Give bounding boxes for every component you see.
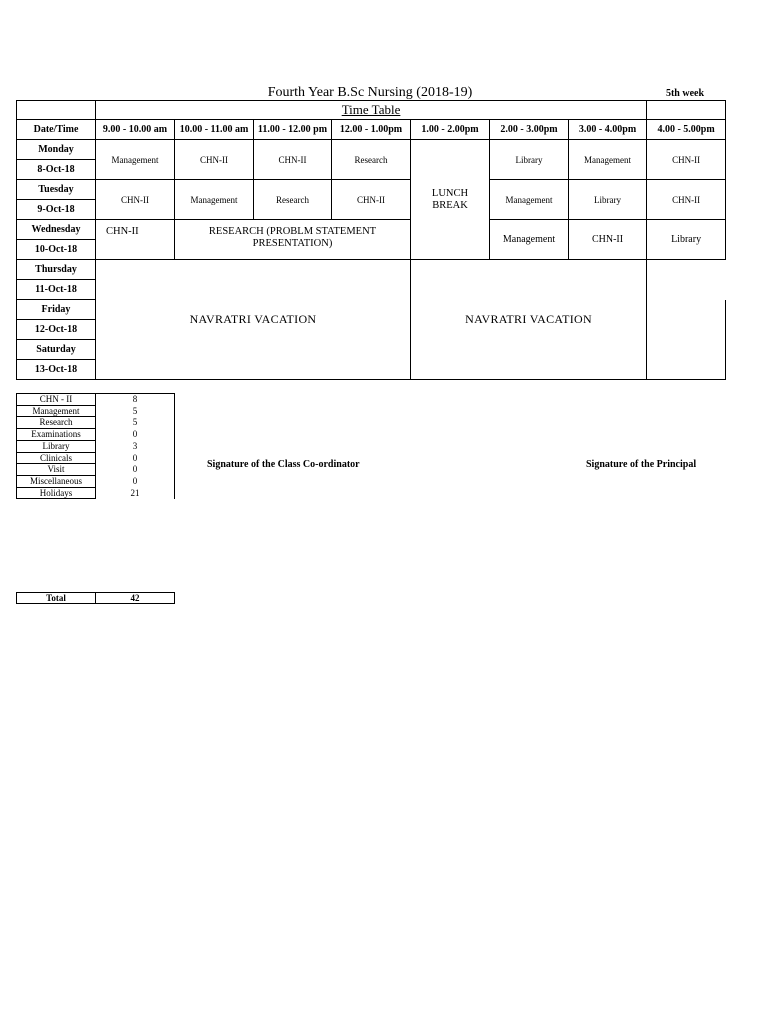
slot-header: 2.00 - 3.00pm xyxy=(490,120,569,140)
blank-cell xyxy=(647,101,726,120)
day-cell: Thursday xyxy=(17,260,96,280)
class-cell: Management xyxy=(175,180,254,220)
coordinator-signature-label: Signature of the Class Co-ordinator xyxy=(207,459,360,470)
research-presentation-cell xyxy=(175,220,411,260)
class-cell: Library xyxy=(647,220,726,260)
hours-summary-table xyxy=(16,393,175,499)
class-cell: CHN-II xyxy=(569,220,647,260)
day-cell: Monday xyxy=(17,140,96,160)
summary-hours: 8 xyxy=(96,394,175,406)
summary-hours: 5 xyxy=(96,405,175,417)
class-cell: Research xyxy=(254,180,332,220)
slot-header: 4.00 - 5.00pm xyxy=(647,120,726,140)
class-cell: Management xyxy=(490,180,569,220)
summary-row xyxy=(17,487,175,499)
summary-subject: Holidays xyxy=(17,487,96,499)
total-label: Total xyxy=(17,593,96,604)
timetable xyxy=(16,100,726,380)
class-cell: Management xyxy=(490,220,569,260)
total-row xyxy=(17,593,175,604)
total-table xyxy=(16,592,175,604)
day-cell: Tuesday xyxy=(17,180,96,200)
lunch-break-label: LUNCH BREAK xyxy=(431,187,469,211)
class-cell: Library xyxy=(569,180,647,220)
lunch-break-cell xyxy=(411,140,490,260)
summary-hours: 5 xyxy=(96,417,175,429)
vacation-cell-am: NAVRATRI VACATION xyxy=(96,260,411,380)
summary-subject: Miscellaneous xyxy=(17,475,96,487)
class-cell: Management xyxy=(569,140,647,180)
class-cell: CHN-II xyxy=(332,180,411,220)
date-cell: 9-Oct-18 xyxy=(17,200,96,220)
summary-row xyxy=(17,440,175,452)
summary-subject: Examinations xyxy=(17,429,96,441)
class-cell: Library xyxy=(490,140,569,180)
summary-row xyxy=(17,429,175,441)
date-time-header: Date/Time xyxy=(17,120,96,140)
summary-subject: Management xyxy=(17,405,96,417)
vacation-cell-pm: NAVRATRI VACATION xyxy=(411,260,647,380)
summary-hours: 21 xyxy=(96,487,175,499)
summary-row xyxy=(17,394,175,406)
class-cell: CHN-II xyxy=(96,180,175,220)
date-cell: 13-Oct-18 xyxy=(17,360,96,380)
summary-hours: 0 xyxy=(96,475,175,487)
header-row xyxy=(17,120,726,140)
principal-signature-label: Signature of the Principal xyxy=(586,459,697,470)
summary-hours: 0 xyxy=(96,429,175,441)
class-cell: CHN-II xyxy=(175,140,254,180)
timetable-title: Time Table xyxy=(96,101,647,120)
total-value: 42 xyxy=(96,593,175,604)
class-cell: Research xyxy=(332,140,411,180)
summary-subject: Research xyxy=(17,417,96,429)
class-cell: Management xyxy=(96,140,175,180)
summary-hours: 0 xyxy=(96,464,175,476)
slot-header: 11.00 - 12.00 pm xyxy=(254,120,332,140)
class-cell: CHN-II xyxy=(647,180,726,220)
week-label: 5th week xyxy=(665,88,705,99)
slot-header: 1.00 - 2.00pm xyxy=(411,120,490,140)
slot-header: 12.00 - 1.00pm xyxy=(332,120,411,140)
research-presentation-label: RESEARCH (PROBLM STATEMENT PRESENTATION) xyxy=(208,226,377,249)
date-cell: 10-Oct-18 xyxy=(17,240,96,260)
class-cell: CHN-II xyxy=(254,140,332,180)
day-cell: Wednesday xyxy=(17,220,96,240)
date-cell: 12-Oct-18 xyxy=(17,320,96,340)
class-cell: CHN-II xyxy=(647,140,726,180)
summary-subject: Visit xyxy=(17,464,96,476)
summary-row xyxy=(17,405,175,417)
summary-row xyxy=(17,417,175,429)
summary-subject: CHN - II xyxy=(17,394,96,406)
summary-subject: Clinicals xyxy=(17,452,96,464)
summary-subject: Library xyxy=(17,440,96,452)
date-cell: 11-Oct-18 xyxy=(17,280,96,300)
summary-hours: 3 xyxy=(96,440,175,452)
summary-row xyxy=(17,452,175,464)
document-title: Fourth Year B.Sc Nursing (2018-19) xyxy=(267,85,473,100)
date-cell: 8-Oct-18 xyxy=(17,160,96,180)
day-cell: Friday xyxy=(17,300,96,320)
slot-header: 3.00 - 4.00pm xyxy=(569,120,647,140)
day-cell: Saturday xyxy=(17,340,96,360)
lunch-continued-cell xyxy=(647,300,726,380)
summary-row xyxy=(17,475,175,487)
corner-cell xyxy=(17,101,96,120)
slot-header: 10.00 - 11.00 am xyxy=(175,120,254,140)
slot-header: 9.00 - 10.00 am xyxy=(96,120,175,140)
summary-hours: 0 xyxy=(96,452,175,464)
class-cell: CHN-II xyxy=(96,220,175,260)
summary-row xyxy=(17,464,175,476)
